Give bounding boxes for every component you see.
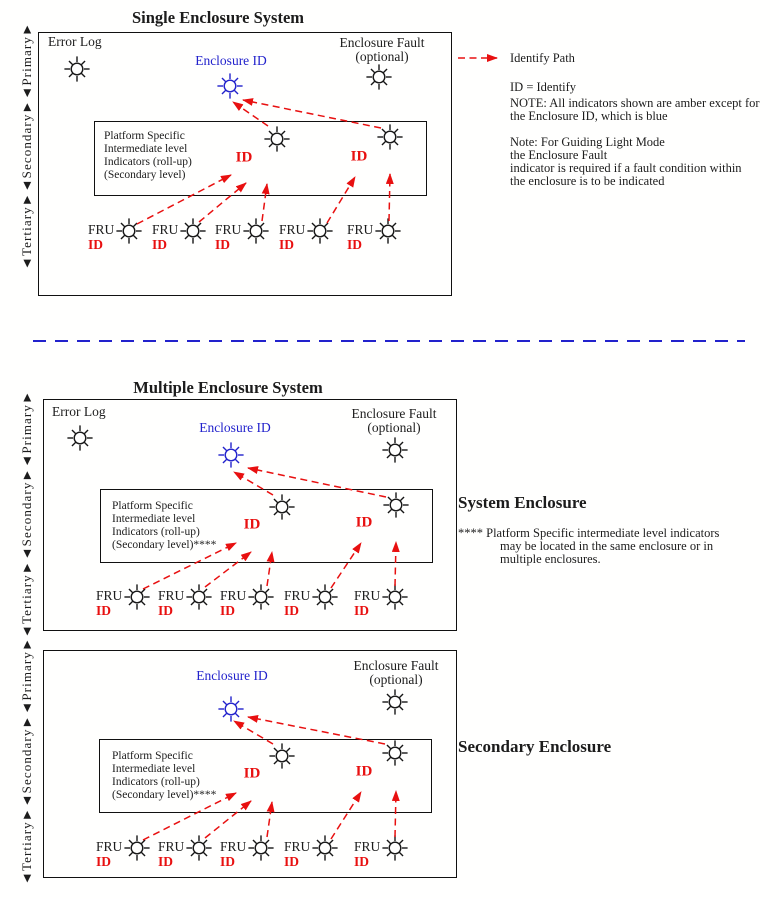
error-log-label: Error Log: [48, 34, 102, 49]
fru-id-label: ID: [284, 603, 300, 618]
enclosure-fault-optional-label: (optional): [367, 420, 421, 435]
note-guiding-line3: indicator is required if a fault condition within: [510, 161, 742, 175]
fru-label: FRU: [220, 839, 247, 854]
secondary-enclosure-heading: Secondary Enclosure: [458, 737, 612, 756]
fru-id-label: ID: [215, 237, 231, 252]
platform-text-line1: Platform Specific: [112, 750, 193, 762]
fru-led-icon: [311, 834, 339, 862]
fru-label: FRU: [279, 222, 306, 237]
intermediate-id-label-left: ID: [243, 516, 261, 533]
fru-id-label: ID: [96, 603, 112, 618]
fru-id-label: ID: [158, 603, 174, 618]
intermediate-led-icon-left: [268, 742, 296, 770]
fru-label: FRU: [158, 839, 185, 854]
fru-id-label: ID: [220, 854, 236, 869]
platform-text-line4: (Secondary level)****: [112, 789, 217, 801]
fru-label: FRU: [284, 588, 311, 603]
fru-id-label: ID: [279, 237, 295, 252]
note-amber-line1: NOTE: All indicators shown are amber except for: [510, 96, 760, 110]
hierarchy-axis-secondary: ◄Tertiary►◄Secondary►◄Primary►: [19, 637, 34, 885]
platform-text-line2: Intermediate level: [112, 763, 196, 775]
multiple-enclosure-title: Multiple Enclosure System: [133, 378, 323, 397]
fru-id-label: ID: [152, 237, 168, 252]
enclosure-fault-optional-label: (optional): [369, 672, 423, 687]
enclosure-id-label: Enclosure ID: [195, 53, 267, 68]
note-guiding-line4: the enclosure is to be indicated: [510, 174, 665, 188]
fru-label: FRU: [354, 588, 381, 603]
hierarchy-axis-system: ◄Tertiary►◄Secondary►◄Primary►: [19, 390, 34, 638]
fru-label: FRU: [347, 222, 374, 237]
intermediate-led-icon-right: [381, 739, 409, 767]
intermediate-id-label-left: ID: [235, 149, 253, 166]
fru-id-label: ID: [347, 237, 363, 252]
intermediate-id-label-left: ID: [243, 765, 261, 782]
platform-text-line2: Intermediate level: [112, 513, 196, 525]
system-enclosure-heading: System Enclosure: [458, 493, 587, 512]
platform-text-line1: Platform Specific: [104, 130, 185, 142]
system-enclosure-note-line1: **** Platform Specific intermediate level indicators: [458, 526, 720, 540]
fru-id-label: ID: [158, 854, 174, 869]
fru-label: FRU: [96, 588, 123, 603]
intermediate-id-label-right: ID: [355, 514, 373, 531]
hierarchy-axis-single: ◄Tertiary►◄Secondary►◄Primary►: [19, 22, 34, 270]
note-guiding-line2: the Enclosure Fault: [510, 148, 608, 162]
fru-id-label: ID: [88, 237, 104, 252]
fru-label: FRU: [152, 222, 179, 237]
fru-indicator-5: [347, 833, 429, 877]
note-amber-line2: the Enclosure ID, which is blue: [510, 109, 668, 123]
fru-id-label: ID: [354, 603, 370, 618]
error-log-label: Error Log: [52, 404, 106, 419]
note-guiding-line1: Note: For Guiding Light Mode: [510, 135, 665, 149]
single-enclosure-title: Single Enclosure System: [131, 8, 305, 27]
platform-text-line2: Intermediate level: [104, 143, 188, 155]
fru-label: FRU: [354, 839, 381, 854]
intermediate-id-label-right: ID: [350, 148, 368, 165]
identify-path-label: Identify Path: [510, 51, 575, 65]
system-enclosure-note-line3: multiple enclosures.: [500, 552, 601, 566]
enclosure-fault-led-icon: [381, 688, 409, 716]
platform-text-line3: Indicators (roll-up): [112, 776, 200, 788]
enclosure-id-label: Enclosure ID: [199, 420, 271, 435]
fru-label: FRU: [88, 222, 115, 237]
fru-led-icon: [123, 834, 151, 862]
fru-label: FRU: [220, 588, 247, 603]
enclosure-fault-optional-label: (optional): [355, 49, 409, 64]
fru-label: FRU: [96, 839, 123, 854]
fru-id-label: ID: [354, 854, 370, 869]
fru-label: FRU: [158, 588, 185, 603]
enclosure-id-label: Enclosure ID: [196, 668, 268, 683]
fru-label: FRU: [284, 839, 311, 854]
platform-text-line4: (Secondary level): [104, 169, 186, 181]
fru-led-icon: [381, 834, 409, 862]
platform-text-line3: Indicators (roll-up): [112, 526, 200, 538]
platform-text-line4: (Secondary level)****: [112, 539, 217, 551]
platform-text-line1: Platform Specific: [112, 500, 193, 512]
fru-id-label: ID: [96, 854, 112, 869]
intermediate-id-label-right: ID: [355, 763, 373, 780]
platform-text-line3: Indicators (roll-up): [104, 156, 192, 168]
system-enclosure-note-line2: may be located in the same enclosure or in: [500, 539, 714, 553]
fru-id-label: ID: [220, 603, 236, 618]
fru-label: FRU: [215, 222, 242, 237]
id-equals-identify-label: ID = Identify: [510, 80, 577, 94]
enclosure-fault-label: Enclosure Fault: [351, 406, 437, 421]
fru-led-icon: [247, 834, 275, 862]
enclosure-fault-label: Enclosure Fault: [353, 658, 439, 673]
fru-id-label: ID: [284, 854, 300, 869]
enclosure-id-led-icon: [217, 695, 245, 723]
enclosure-fault-label: Enclosure Fault: [339, 35, 425, 50]
fru-led-icon: [185, 834, 213, 862]
